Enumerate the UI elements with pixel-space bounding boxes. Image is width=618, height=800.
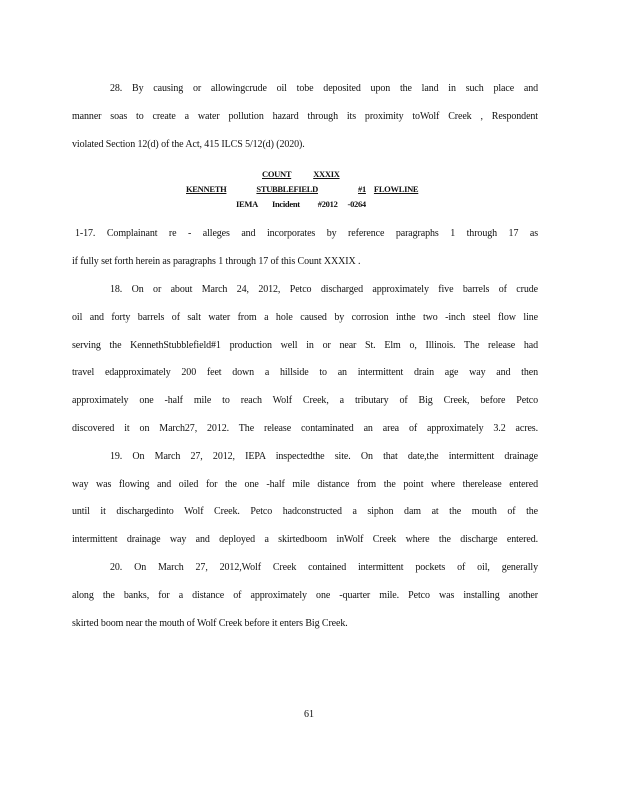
paragraph-line: oil and forty barrels of salt water from a hole caused by corrosion inthe two -inch steel flow line — [72, 312, 538, 323]
paragraph-line: violated Section 12(d) of the Act, 415 ILCS 5/12(d) (2020). — [72, 139, 305, 150]
flowline-label: FLOWLINE — [373, 184, 419, 194]
count-subject — [186, 184, 450, 194]
subject-first-name: KENNETH — [186, 184, 227, 194]
paragraph-line: if fully set forth herein as paragraphs 1 through 17 of this Count XXXIX . — [72, 256, 361, 267]
subject-last-name: STUBBLEFIELD — [256, 184, 319, 194]
page-number: 61 — [304, 709, 314, 720]
paragraph-line: travel edapproximately 200 feet down a hillside to an intermittent drain age way and then — [72, 367, 538, 378]
paragraph-line: skirted boom near the mouth of Wolf Creek before it enters Big Creek. — [72, 618, 348, 629]
paragraph-line: serving the KennethStubblefield#1 production well in or near St. Elm o, Illinois. The release had — [72, 340, 538, 351]
paragraph-line: along the banks, for a distance of approximately one -quarter mile. Petco was installing another — [72, 590, 538, 601]
paragraph-line: 18. On or about March 24, 2012, Petco discharged approximately five barrels of crude — [110, 284, 538, 295]
paragraph-line: manner soas to create a water pollution hazard through its proximity toWolf Creek , Respondent — [72, 111, 538, 122]
paragraph-line: approximately one -half mile to reach Wolf Creek, a tributary of Big Creek, before Petco — [72, 395, 538, 406]
flowline-number: #1 — [358, 184, 366, 194]
count-number: XXXIX — [313, 169, 340, 179]
paragraph-line: intermittent drainage way and deployed a skirtedboom inWolf Creek where the discharge entered. — [72, 534, 538, 545]
paragraph-line: 19. On March 27, 2012, IEPA inspectedthe site. On that date,the intermittent drainage — [110, 451, 538, 462]
incident-year: #2012 — [317, 199, 338, 209]
incident-reference — [236, 199, 366, 209]
iema-label: IEMA — [236, 199, 258, 209]
paragraph-line: way was flowing and oiled for the one -half mile distance from the point where therelease entered — [72, 479, 538, 490]
count-title — [262, 169, 352, 179]
count-label: COUNT — [262, 169, 292, 179]
paragraph-line: 1-17. Complainant re - alleges and incorporates by reference paragraphs 1 through 17 as — [75, 228, 538, 239]
incident-sequence: -0264 — [347, 199, 366, 209]
paragraph-line: 20. On March 27, 2012,Wolf Creek contained intermittent pockets of oil, generally — [110, 562, 538, 573]
incident-label: Incident — [271, 199, 300, 209]
paragraph-line: discovered it on March27, 2012. The release contaminated an area of approximately 3.2 acres. — [72, 423, 538, 434]
paragraph-line: until it dischargedinto Wolf Creek. Petco hadconstructed a siphon dam at the mouth of the — [72, 506, 538, 517]
paragraph-line: 28. By causing or allowingcrude oil tobe deposited upon the land in such place and — [110, 83, 538, 94]
